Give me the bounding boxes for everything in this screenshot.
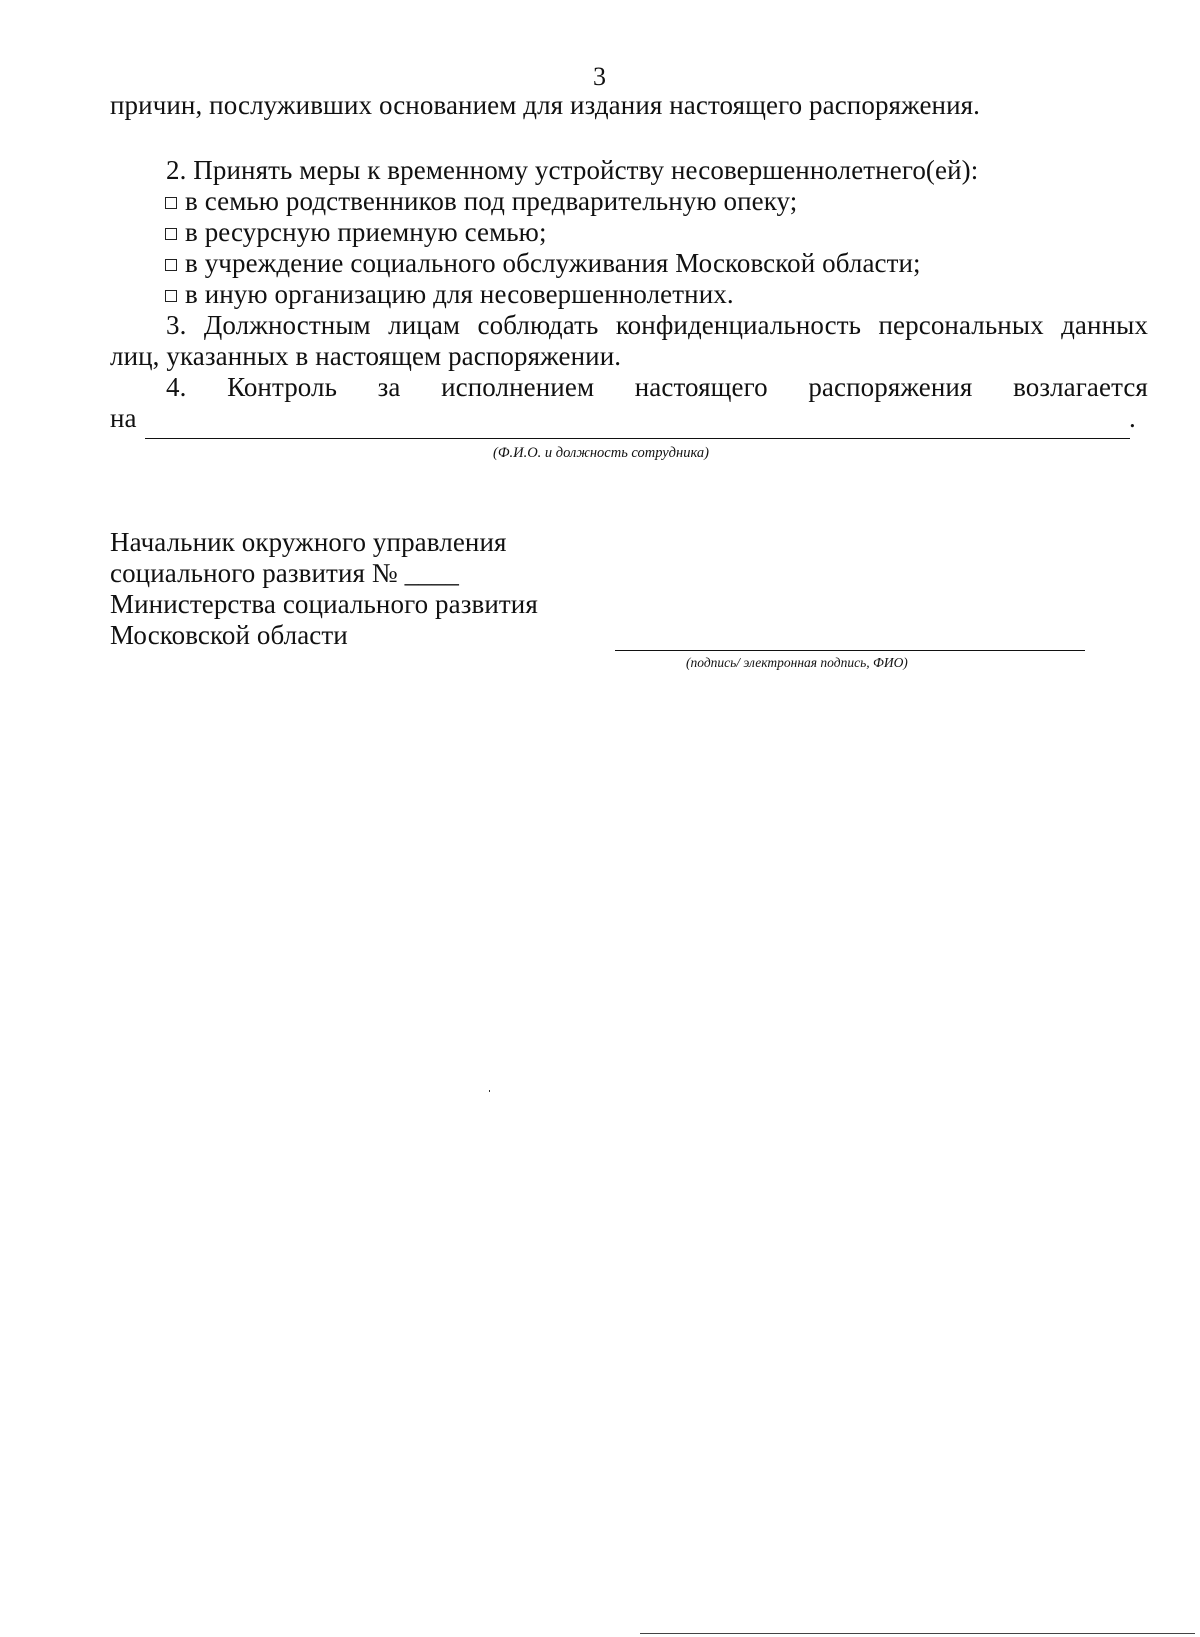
page-number: 3 xyxy=(593,62,606,91)
word: за xyxy=(377,372,401,402)
option-label: в ресурсную приемную семью; xyxy=(185,217,547,247)
signature-title-line-2: социального развития № ____ xyxy=(110,558,459,588)
responsible-person-caption: (Ф.И.О. и должность сотрудника) xyxy=(493,445,709,461)
checkbox-icon xyxy=(165,290,177,302)
option-label: в иную организацию для несовершеннолетних. xyxy=(185,279,734,309)
option-social-service-institution xyxy=(165,248,921,279)
option-relatives-guardianship xyxy=(165,186,797,217)
item-3-line-2: лиц, указанных в настоящем распоряжении. xyxy=(110,341,622,371)
signature-blank-line xyxy=(615,650,1085,651)
word: настоящего xyxy=(634,372,768,402)
checkbox-icon xyxy=(165,197,177,209)
word: Должностным xyxy=(203,310,371,340)
word: персональных xyxy=(878,310,1044,340)
signature-caption: (подпись/ электронная подпись, ФИО) xyxy=(686,655,908,670)
word: данных xyxy=(1061,310,1148,340)
item-4-line-1 xyxy=(166,372,1148,403)
option-label: в семью родственников под предварительную опеку; xyxy=(185,186,798,216)
paragraph-continuation: причин, послуживших основанием для издания настоящего распоряжения. xyxy=(110,90,981,120)
word: 4. xyxy=(166,372,187,402)
word: возлагается xyxy=(1013,372,1148,402)
option-other-organization xyxy=(165,279,734,310)
signature-title-line-3: Министерства социального развития xyxy=(110,589,538,619)
checkbox-icon xyxy=(165,228,177,240)
word: лицам xyxy=(388,310,461,340)
signature-title-line-1: Начальник окружного управления xyxy=(110,527,507,557)
word: распоряжения xyxy=(808,372,973,402)
option-resource-foster-family xyxy=(165,217,547,248)
checkbox-icon xyxy=(165,259,177,271)
item-4-line-2-suffix: . xyxy=(1129,403,1136,433)
word: исполнением xyxy=(441,372,595,402)
responsible-person-blank-line xyxy=(145,438,1130,439)
word: 3. xyxy=(166,310,187,340)
signature-title-line-4: Московской области xyxy=(110,620,348,650)
item-3-line-1 xyxy=(166,310,1148,341)
scan-edge-mark xyxy=(640,1633,1195,1634)
word: Контроль xyxy=(227,372,338,402)
option-label: в учреждение социального обслуживания Московской области; xyxy=(185,248,921,278)
word: конфиденциальность xyxy=(615,310,862,340)
item-2-heading: 2. Принять меры к временному устройству несовершеннолетнего(ей): xyxy=(166,155,979,185)
item-4-line-2-prefix: на xyxy=(110,403,137,433)
scan-speck xyxy=(489,1090,490,1092)
word: соблюдать xyxy=(477,310,599,340)
